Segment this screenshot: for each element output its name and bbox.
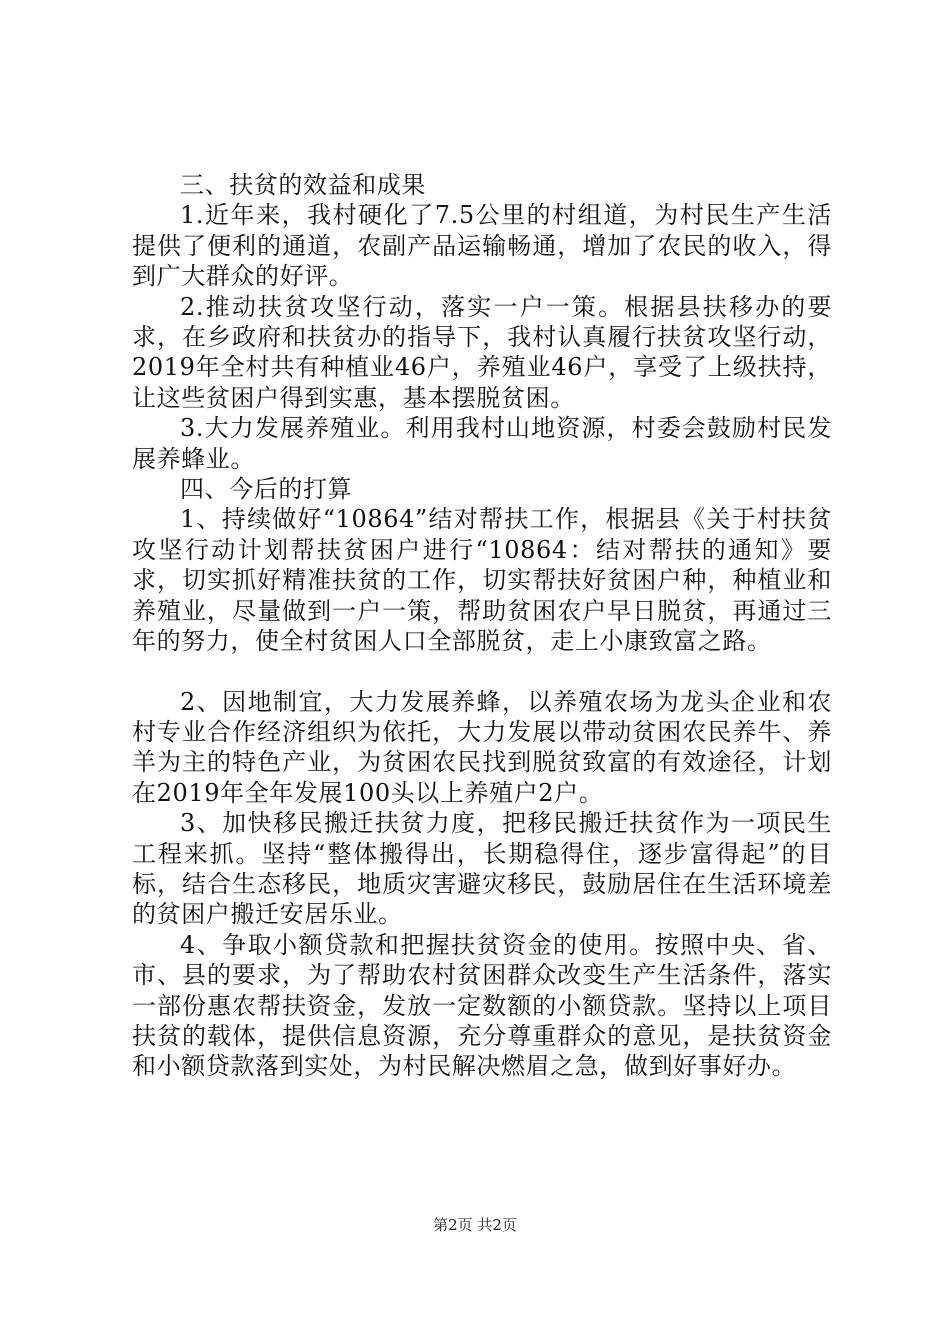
- paragraph-plan-1: 1、持续做好“10864”结对帮扶工作，根据县《关于村扶贫攻坚行动计划帮扶贫困户进行“10864：结对帮扶的通知》要求，切实抓好精准扶贫的工作，切实帮扶好贫困户种，种植业和养殖业，尽量做到一户一策，帮助贫困农户早日脱贫，再通过三年的努力，使全村贫困人口全部脱贫，走上小康致富之路。: [132, 505, 832, 656]
- section-heading-plans: 四、今后的打算: [180, 475, 353, 504]
- paragraph-benefit-2: 2.推动扶贫攻坚行动，落实一户一策。根据县扶移办的要求，在乡政府和扶贫办的指导下，我村认真履行扶贫攻坚行动，2019年全村共有种植业46户，养殖业46户，享受了上级扶持，让这些贫困户得到实惠，基本摆脱贫困。: [132, 292, 832, 412]
- paragraph-plan-4: 4、争取小额贷款和把握扶贫资金的使用。按照中央、省、市、县的要求，为了帮助农村贫困群众改变生产生活条件，落实一部份惠农帮扶资金，发放一定数额的小额贷款。坚持以上项目扶贫的载体，提供信息资源，充分尊重群众的意见，是扶贫资金和小额贷款落到实处，为村民解决燃眉之急，做到好事好办。: [132, 930, 832, 1081]
- document-body: [132, 170, 832, 1082]
- paragraph-benefit-3: 3.大力发展养殖业。利用我村山地资源，村委会鼓励村民发展养蜂业。: [132, 414, 832, 473]
- paragraph-plan-2: 2、因地制宜，大力发展养蜂，以养殖农场为龙头企业和农村专业合作经济组织为依托，大力发展以带动贫困农民养牛、养羊为主的特色产业，为贫困农民找到脱贫致富的有效途径，计划在2019年全年发展100头以上养殖户2户。: [132, 687, 832, 807]
- page-number-footer: 第2页 共2页: [433, 1216, 517, 1234]
- section-heading-benefits: 三、扶贫的效益和成果: [180, 171, 426, 199]
- paragraph-benefit-1: 1.近年来，我村硬化了7.5公里的村组道，为村民生产生活提供了便利的通道，农副产品运输畅通，增加了农民的收入，得到广大群众的好评。: [132, 201, 832, 291]
- paragraph-plan-3: 3、加快移民搬迁扶贫力度，把移民搬迁扶贫作为一项民生工程来抓。坚持“整体搬得出，长期稳得住，逐步富得起”的目标，结合生态移民，地质灾害避灾移民，鼓励居住在生活环境差的贫困户搬迁安居乐业。: [132, 809, 832, 929]
